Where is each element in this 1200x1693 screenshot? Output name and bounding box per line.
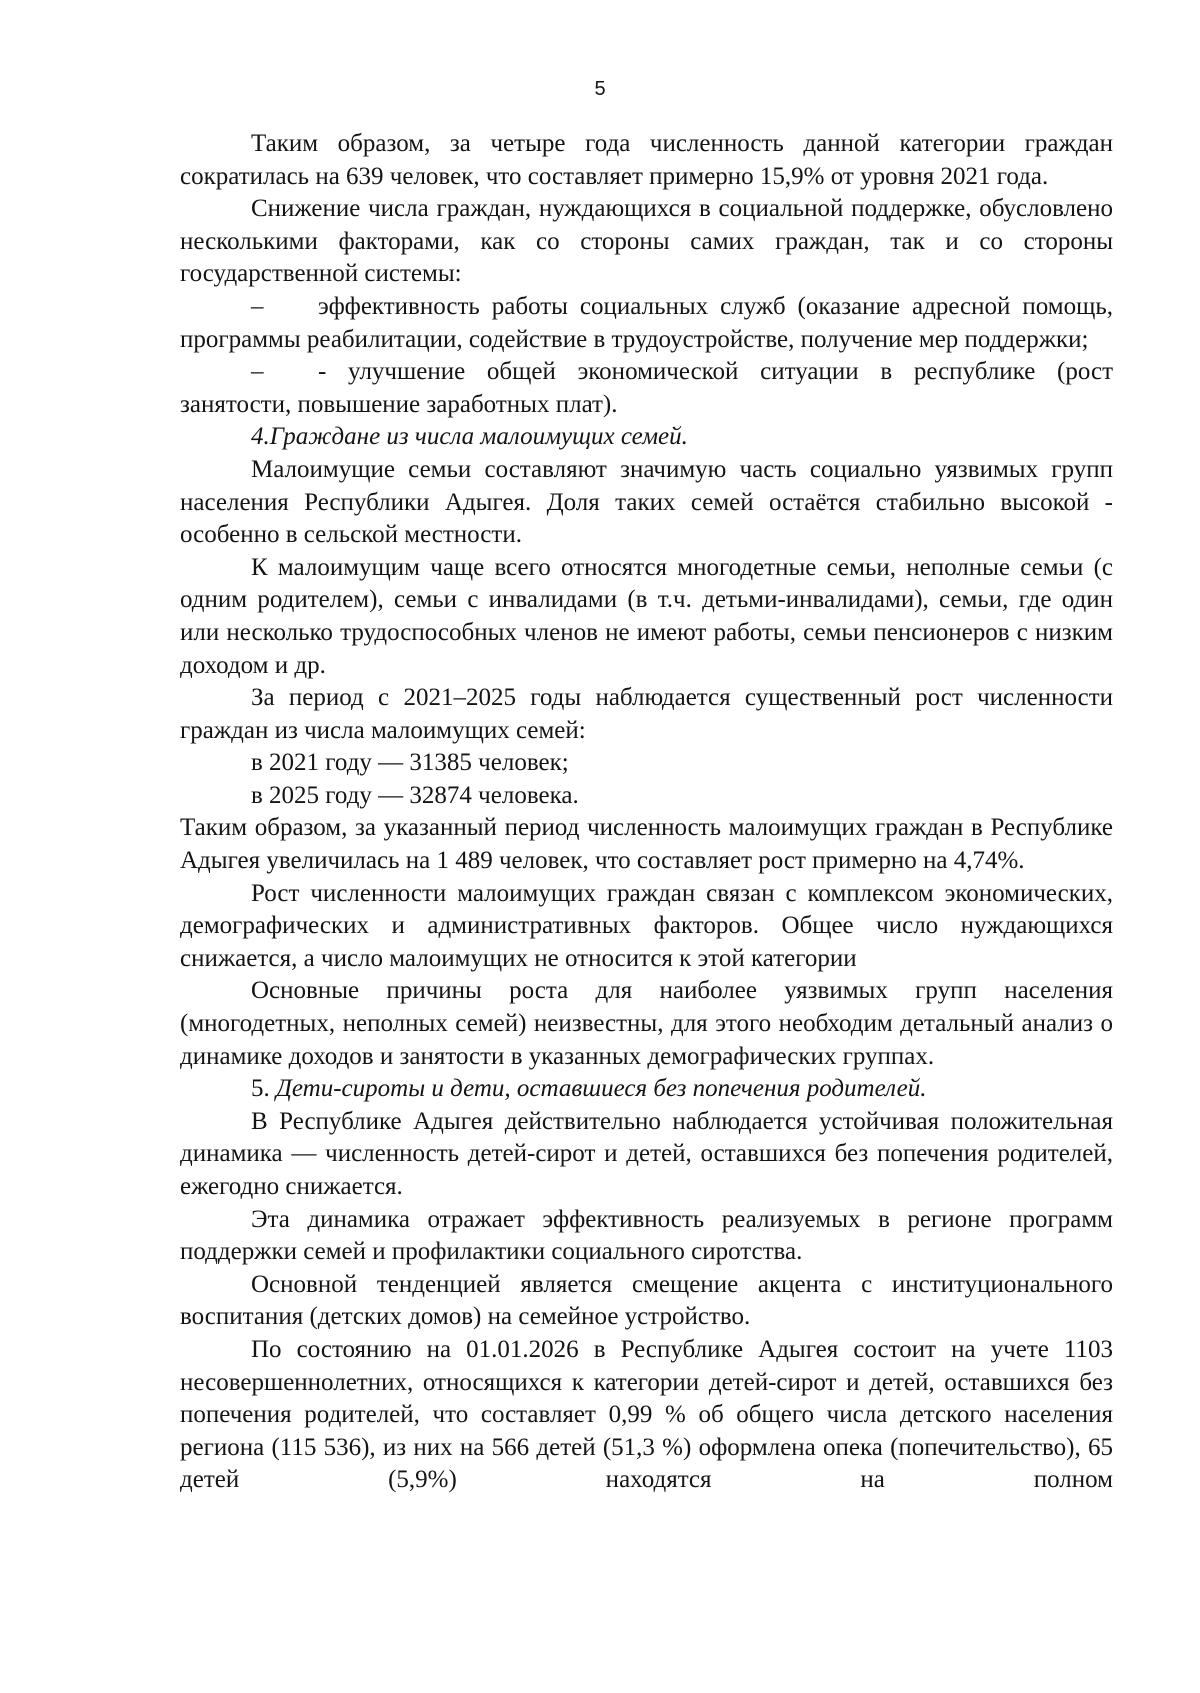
list-item-text: - улучшение общей экономической ситуации в республике (рост занятости, повышение заработных плат). xyxy=(180,358,1113,418)
section-heading: 4.Граждане из числа малоимущих семей. xyxy=(251,423,688,451)
paragraph: В Республике Адыгея действительно наблюдается устойчивая положительная динамика — численность детей-сирот и детей, оставшихся без попечения родителей, ежегодно снижается. xyxy=(180,1107,1113,1200)
paragraph: К малоимущим чаще всего относятся многодетные семьи, неполные семьи (с одним родителем), семьи с инвалидами (в т.ч. детьми-инвалидами), семьи, где один или несколько трудоспособных членов не имеют работы, семьи пенсионеров с низким доходом и др. xyxy=(180,553,1113,679)
section-heading xyxy=(180,1073,1113,1106)
paragraph: За период с 2021–2025 годы наблюдается существенный рост численности граждан из числа малоимущих семей: xyxy=(180,684,1113,744)
paragraph: Основные причины роста для наиболее уязвимых групп населения (многодетных, неполных семей) неизвестны, для этого необходим детальный анализ о динамике доходов и занятости в указанных демографических группах. xyxy=(180,977,1113,1070)
paragraph: Малоимущие семьи составляют значимую часть социально уязвимых групп населения Республики Адыгея. Доля таких семей остаётся стабильно высокой - особенно в сельской местности. xyxy=(180,455,1113,549)
section-number: 5. xyxy=(251,1075,270,1103)
statistic-line: в 2025 году — 32874 человека. xyxy=(251,781,579,809)
page-number: 5 xyxy=(594,78,606,100)
list-dash: – xyxy=(251,358,264,386)
paragraph: По состоянию на 01.01.2026 в Республике Адыгея состоит на учете 1103 несовершеннолетних, относящихся к категории детей-сирот и детей, оставшихся без попечения родителей, что составляет 0,99 % об общего числа детского населения региона (115 536), из них на 566 детей (51,3 %) оформлена опека (попечительство), 65 детей (5,9%) находятся на полном xyxy=(180,1335,1113,1494)
statistic-line: в 2021 году — 31385 человек; xyxy=(251,749,569,777)
list-item xyxy=(180,291,1113,356)
paragraph: Основной тенденцией является смещение акцента с институционального воспитания (детских домов) на семейное устройство. xyxy=(180,1270,1113,1331)
list-item-text: эффективность работы социальных служб (оказание адресной помощь, программы реабилитации, содействие в трудоустройстве, получение мер поддержки; xyxy=(180,292,1113,353)
list-item xyxy=(180,356,1113,421)
paragraph: Рост численности малоимущих граждан связан с комплексом экономических, демографических и административных факторов. Общее число нуждающихся снижается, а число малоимущих не относится к этой категории xyxy=(180,879,1113,972)
paragraph: Таким образом, за четыре года численность данной категории граждан сократилась на 639 человек, что составляет примерно 15,9% от уровня 2021 года. xyxy=(180,130,1113,190)
document-body xyxy=(180,128,1113,1497)
paragraph: Таким образом, за указанный период численность малоимущих граждан в Республике Адыгея увеличилась на 1 489 человек, что составляет рост примерно на 4,74%. xyxy=(180,814,1113,875)
section-title: Дети-сироты и дети, оставшиеся без попечения родителей. xyxy=(276,1075,927,1103)
paragraph: Снижение числа граждан, нуждающихся в социальной поддержке, обусловлено несколькими факторами, как со стороны самих граждан, так и со стороны государственной системы: xyxy=(180,195,1113,288)
list-dash: – xyxy=(251,292,264,320)
paragraph: Эта динамика отражает эффективность реализуемых в регионе программ поддержки семей и профилактики социального сиротства. xyxy=(180,1205,1113,1266)
